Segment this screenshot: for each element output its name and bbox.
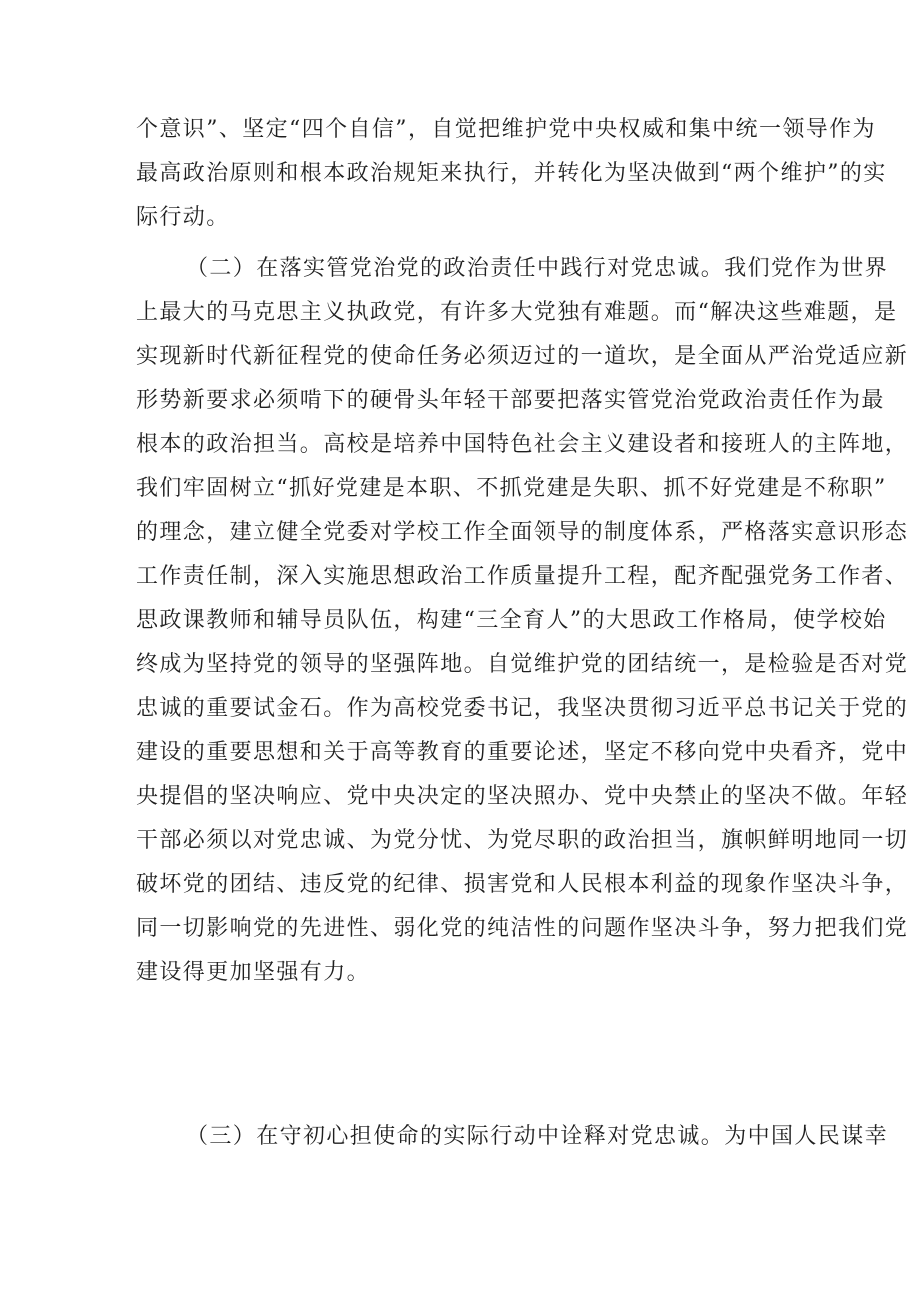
text-line: 干部必须以对党忠诚、为党分忧、为党尽职的政治担当，旗帜鲜明地同一切 [136, 828, 909, 853]
text-line: 我们牢固树立“抓好党建是本职、不抓党建是失职、抓不好党建是不称职” [136, 476, 887, 501]
text-line: 际行动。 [136, 205, 230, 230]
text-line: （二）在落实管党治党的政治责任中践行对党忠诚。我们党作为世界 [186, 256, 889, 281]
text-line: 形势新要求必须啃下的硬骨头年轻干部要把落实管党治党政治责任作为最 [136, 388, 885, 413]
text-line: 建设得更加坚强有力。 [136, 960, 371, 985]
text-line: 个意识”、坚定“四个自信”，自觉把维护党中央权威和集中统一领导作为 [136, 117, 876, 142]
text-line: 忠诚的重要试金石。作为高校党委书记，我坚决贯彻习近平总书记关于党的 [136, 696, 909, 721]
paragraph-section-two [136, 247, 909, 995]
text-line: 建设的重要思想和关于高等教育的重要论述，坚定不移向党中央看齐，党中 [136, 740, 909, 765]
text-line: 的理念，建立健全党委对学校工作全面领导的制度体系，严格落实意识形态 [136, 520, 909, 545]
text-line: 同一切影响党的先进性、弱化党的纯洁性的问题作坚决斗争，努力把我们党 [136, 916, 909, 941]
text-line: 工作责任制，深入实施思想政治工作质量提升工程，配齐配强党务工作者、 [136, 564, 909, 589]
paragraph-continuation [136, 108, 887, 240]
text-line: 央提倡的坚决响应、党中央决定的坚决照办、党中央禁止的坚决不做。年轻 [136, 784, 909, 809]
text-line: 终成为坚持党的领导的坚强阵地。自觉维护党的团结统一，是检验是否对党 [136, 652, 909, 677]
text-line: 思政课教师和辅导员队伍，构建“三全育人”的大思政工作格局，使学校始 [136, 608, 887, 633]
text-line: 破坏党的团结、违反党的纪律、损害党和人民根本利益的现象作坚决斗争， [136, 872, 909, 897]
text-line: （三）在守初心担使命的实际行动中诠释对党忠诚。为中国人民谋幸 [186, 1124, 889, 1149]
paragraph-section-three [136, 1115, 889, 1159]
text-line: 最高政治原则和根本政治规矩来执行，并转化为坚决做到“两个维护”的实 [136, 161, 887, 186]
text-line: 实现新时代新征程党的使命任务必须迈过的一道坎，是全面从严治党适应新 [136, 344, 909, 369]
text-line: 上最大的马克思主义执政党，有许多大党独有难题。而“解决这些难题，是 [136, 300, 898, 325]
text-line: 根本的政治担当。高校是培养中国特色社会主义建设者和接班人的主阵地， [136, 432, 909, 457]
